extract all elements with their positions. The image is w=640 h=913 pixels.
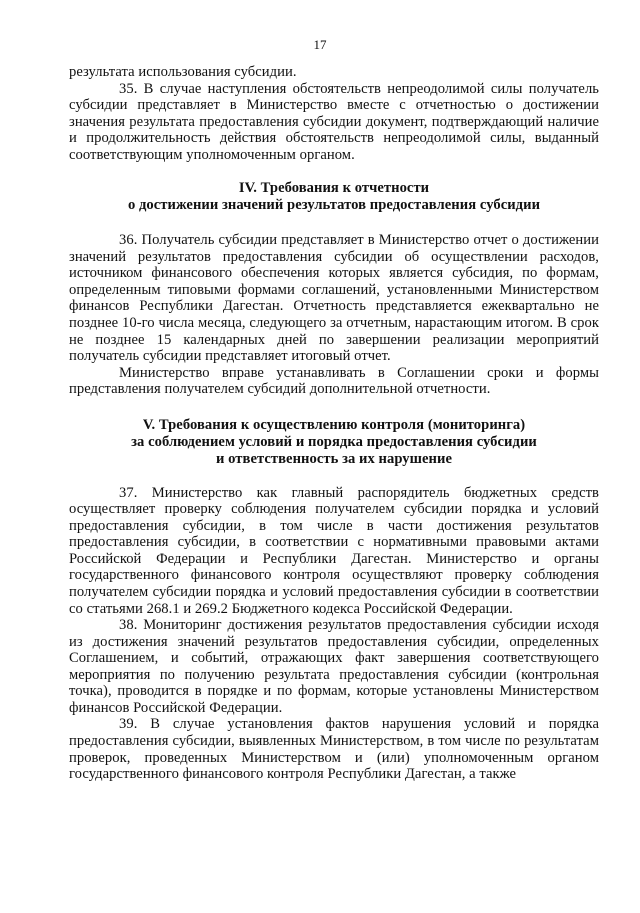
paragraph-group-1 — [69, 64, 599, 163]
section-4-title-line-2: о достижении значений результатов предоставления субсидии — [127, 197, 541, 214]
section-5-heading — [69, 417, 599, 468]
page-number: 17 — [313, 37, 327, 52]
paragraph-group-3 — [69, 485, 599, 783]
paragraph: 36. Получатель субсидии представляет в Министерство отчет о достижении значений результатов предоставления субсидии об осуществлении расходов, источником финансового обеспечения которых является субсидия, по формам, определенным типовыми формами соглашений, установленными Министерством финансов Республики Дагестан. Отчетность представляется ежеквартально не позднее 10-го числа месяца, следующего за отчетным, нарастающим итогом. В срок не позднее 15 календарных дней по завершении реализации мероприятий получатель субсидии представляет итоговый отчет. — [69, 232, 599, 365]
section-4-title-line-1: IV. Требования к отчетности — [238, 180, 430, 197]
section-5-title-line-2: за соблюдением условий и порядка предоставления субсидии — [131, 433, 537, 450]
paragraph: 39. В случае установления фактов нарушения условий и порядка предоставления субсидии, выявленных Министерством, в том числе по результатам проверок, проведенных Министерством и (или) уполномоченным органом государственного финансового контроля Республики Дагестан, а также — [69, 716, 599, 783]
paragraph: 37. Министерство как главный распорядитель бюджетных средств осуществляет проверку соблюдения получателем субсидии порядка и условий предоставления субсидии, в том числе в части достижения результатов предоставления субсидии, в соответствии с нормативными правовыми актами Российской Федерации и Республики Дагестан. Министерство и органы государственного финансового контроля осуществляют проверку соблюдения получателем субсидии порядка и условий предоставления субсидии в соответствии со статьями 268.1 и 269.2 Бюджетного кодекса Российской Федерации. — [69, 484, 599, 617]
paragraph-group-2 — [69, 232, 599, 397]
document-body — [69, 64, 599, 783]
section-5-title-line-3: и ответственность за их нарушение — [216, 450, 452, 467]
section-5-title-line-1: V. Требования к осуществлению контроля (мониторинга) — [142, 416, 526, 433]
paragraph: 35. В случае наступления обстоятельств непреодолимой силы получатель субсидии представляет в Министерство вместе с отчетностью о достижении значения результата предоставления субсидии документ, подтверждающий наличие и продолжительность действия обстоятельств непреодолимой силы, выданный соответствующим уполномоченным органом. — [69, 80, 599, 163]
paragraph: 38. Мониторинг достижения результатов предоставления субсидии исходя из достижения значений результатов предоставления субсидии, определенных Соглашением, и событий, отражающих факт завершения соответствующего мероприятия по получению результата предоставления субсидии (контрольная точка), проводится в порядке и по формам, которые установлены Министерством финансов Российской Федерации. — [69, 617, 599, 716]
paragraph: результата использования субсидии. — [69, 64, 297, 80]
paragraph: Министерство вправе устанавливать в Соглашении сроки и формы представления получателем субсидий дополнительной отчетности. — [69, 364, 599, 398]
section-4-heading — [69, 180, 599, 214]
